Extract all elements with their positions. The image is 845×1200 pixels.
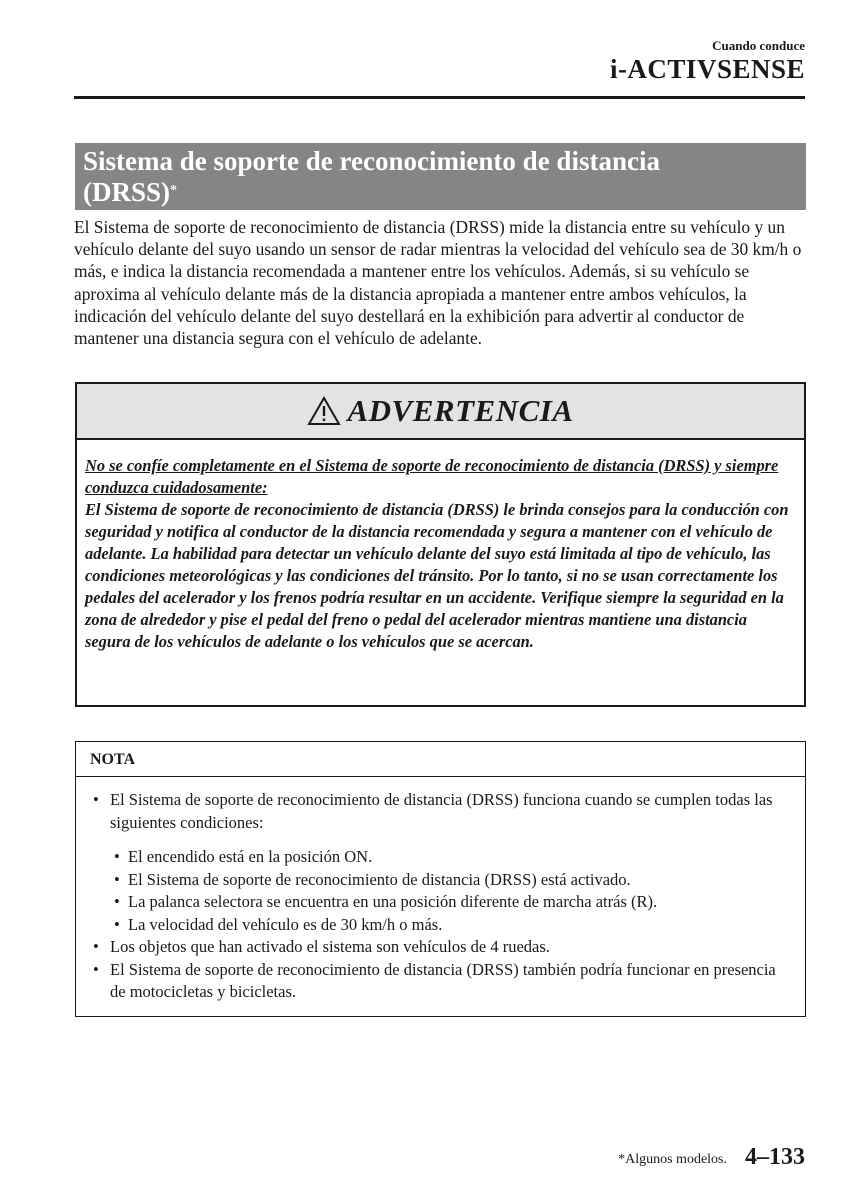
section-heading-marker: * (170, 183, 178, 198)
section-heading (75, 143, 806, 210)
section-heading-line1: Sistema de soporte de reconocimiento de distancia (83, 146, 660, 176)
section-heading-line2 (83, 177, 798, 208)
condition-item: • La velocidad del vehículo es de 30 km/h o más. (110, 914, 785, 937)
note-item-objects: • Los objetos que han activado el sistema son vehículos de 4 ruedas. (76, 936, 805, 959)
condition-item: • El encendido está en la posición ON. (110, 846, 785, 869)
condition-item: • La palanca selectora se encuentra en una posición diferente de marcha atrás (R). (110, 891, 785, 914)
footnote: *Algunos modelos. (618, 1152, 727, 1167)
warning-header (77, 384, 804, 440)
page-number: 4–133 (745, 1144, 805, 1170)
condition-list (110, 846, 785, 936)
header-section-label: Cuando conduce (712, 38, 805, 53)
note-item-conditions-text: El Sistema de soporte de reconocimiento de distancia (DRSS) funciona cuando se cumplen todas las siguientes condiciones: (110, 790, 773, 832)
note-list (76, 777, 805, 1004)
note-box (75, 741, 806, 1017)
warning-title: ADVERTENCIA (347, 393, 574, 428)
warning-text: El Sistema de soporte de reconocimiento de distancia (DRSS) le brinda consejos para la conducción con seguridad y notifica al conductor de la distancia recomendada y segura a mantener con el vehículo de adelante. La habilidad para detectar un vehículo delante del suyo está limitada al tipo de vehículo, las condiciones meteorológicas y las condiciones del tránsito. Por lo tanto, si no se usan correctamente los pedales del acelerador y los frenos podría resultar en un accidente. Verifique siempre la seguridad en la zona de alrededor y pise el pedal del freno o pedal del acelerador mientras mantiene una distancia segura de los vehículos de adelante o los vehículos que se acercan. (85, 500, 789, 651)
note-item-motorcycles: • El Sistema de soporte de reconocimiento de distancia (DRSS) también podría funcionar en presencia de motocicletas y bicicletas. (76, 959, 805, 1004)
warning-lead: No se confíe completamente en el Sistema de soporte de reconocimiento de distancia (DRSS) y siempre conduzca cuidadosamente: (85, 456, 779, 497)
note-header: NOTA (76, 742, 805, 777)
warning-body (77, 440, 804, 653)
note-item-conditions (76, 789, 805, 936)
section-heading-acronym: (DRSS) (83, 177, 171, 207)
warning-box (75, 382, 806, 707)
header-rule (74, 96, 805, 99)
warning-triangle-icon (307, 396, 341, 426)
condition-item: • El Sistema de soporte de reconocimiento de distancia (DRSS) está activado. (110, 869, 785, 892)
header-title: i-ACTIVSENSE (609, 54, 805, 84)
intro-paragraph: El Sistema de soporte de reconocimiento de distancia (DRSS) mide la distancia entre su vehículo y un vehículo delante del suyo usando un sensor de radar mientras la velocidad del vehículo sea de 30 km/h o más, e indica la distancia recomendada a mantener entre los vehículos. Además, si su vehículo se aproxima al vehículo delante más de la distancia apropiada a mantener entre ambos vehículos, la indicación del vehículo delante del suyo destellará en la exhibición para advertir al conductor de mantener una distancia segura con el vehículo de adelante. (74, 217, 802, 349)
